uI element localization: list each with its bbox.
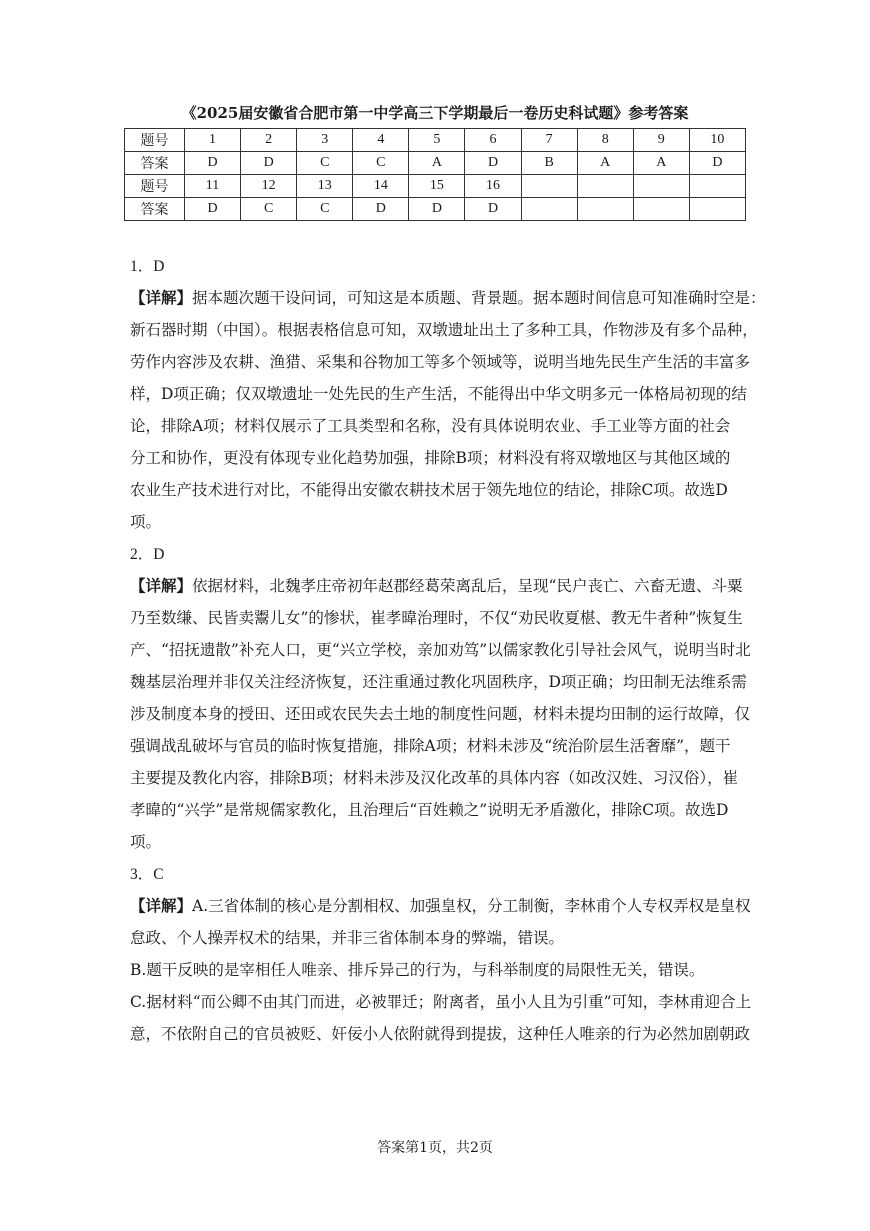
table-cell — [689, 198, 745, 221]
explanation-line — [130, 602, 750, 634]
table-cell: 3 — [297, 129, 353, 152]
table-cell: C — [297, 152, 353, 175]
table-cell: B — [521, 152, 577, 175]
table-cell: 1 — [185, 129, 241, 152]
table-cell — [577, 175, 633, 198]
explanation-text: A.三省体制的核心是分割相权、加强皇权，分工制衡，李林甫个人专权弄权是皇权 — [192, 897, 751, 915]
explanation-text: 怠政、个人操弄权术的结果，并非三省体制本身的弊端，错误。 — [130, 929, 565, 947]
answer-row — [125, 198, 746, 221]
explanation-text: 强调战乱破坏与官员的临时恢复措施，排除A项；材料未涉及“统治阶层生活奢靡”，题干 — [130, 737, 731, 755]
table-cell: C — [353, 152, 409, 175]
row-label: 答案 — [125, 198, 185, 221]
question-number-row — [125, 175, 746, 198]
explanation-line — [130, 1018, 750, 1050]
explanation-line — [130, 922, 750, 954]
document-title: 《2025届安徽省合肥市第一中学高三下学期最后一卷历史科试题》参考答案 — [181, 104, 689, 122]
table-cell: D — [185, 152, 241, 175]
explanation-line — [130, 314, 758, 346]
explanation-text: 项。 — [130, 513, 162, 531]
table-cell: C — [241, 198, 297, 221]
table-cell: 16 — [465, 175, 521, 198]
question-answer: 1．D — [130, 258, 165, 275]
table-cell: A — [633, 152, 689, 175]
explanation-line — [130, 346, 750, 378]
explanation-text: 主要提及教化内容，排除B项；材料未涉及汉化改革的具体内容（如改汉姓、习汉俗），崔 — [130, 769, 739, 787]
explanation-text: 样，D项正确；仅双墩遗址一处先民的生产生活，不能得出中华文明多元一体格局初现的结 — [130, 385, 747, 403]
table-cell — [689, 175, 745, 198]
answer-row — [125, 152, 746, 175]
explanation-line — [130, 794, 750, 826]
question-heading — [130, 250, 750, 282]
explanation-text: B.题干反映的是宰相任人唯亲、排斥异己的行为，与科举制度的局限性无关，错误。 — [130, 961, 705, 979]
question-heading — [130, 538, 750, 570]
table-cell — [633, 198, 689, 221]
table-cell: 4 — [353, 129, 409, 152]
explanation-line — [130, 442, 750, 474]
question-number-row — [125, 129, 746, 152]
explanation-text: 项。 — [130, 833, 162, 851]
explanation-text: 分工和协作，更没有体现专业化趋势加强，排除B项；材料没有将双墩地区与其他区域的 — [130, 449, 731, 467]
explanation-line — [130, 666, 750, 698]
table-cell: D — [689, 152, 745, 175]
explanation-line — [130, 282, 766, 314]
detail-tag: 【详解】 — [130, 288, 193, 307]
explanation-line — [130, 954, 750, 986]
row-label: 答案 — [125, 152, 185, 175]
row-label: 题号 — [125, 129, 185, 152]
row-label: 题号 — [125, 175, 185, 198]
explanation-text: 涉及制度本身的授田、还田或农民失去土地的制度性问题，材料未提均田制的运行故障，仅 — [130, 705, 751, 723]
explanation-line — [130, 570, 750, 602]
explanation-text: 据本题次题干设问词，可知这是本质题、背景题。据本题时间信息可知准确时空是： — [192, 289, 766, 307]
table-cell: 6 — [465, 129, 521, 152]
explanation-text: C.据材料“而公卿不由其门而进，必被罪迁；附离者，虽小人且为引重”可知，李林甫迎合上 — [130, 993, 752, 1011]
explanation-text: 新石器时期（中国）。根据表格信息可知，双墩遗址出土了多种工具，作物涉及有多个品种， — [130, 321, 758, 339]
explanation-line — [130, 698, 750, 730]
explanation-line — [130, 634, 750, 666]
explanation-line — [130, 474, 750, 506]
explanation-line — [130, 986, 750, 1018]
table-cell: 13 — [297, 175, 353, 198]
table-cell: D — [241, 152, 297, 175]
table-cell: C — [297, 198, 353, 221]
explanation-line — [130, 506, 750, 538]
question-answer: 3．C — [130, 866, 164, 883]
explanation-line — [130, 826, 750, 858]
table-cell: D — [465, 198, 521, 221]
table-cell: 8 — [577, 129, 633, 152]
explanation-line — [130, 730, 750, 762]
table-cell — [577, 198, 633, 221]
explanation-line — [130, 410, 750, 442]
table-cell: 11 — [185, 175, 241, 198]
table-cell: 14 — [353, 175, 409, 198]
explanation-text: 乃至数缣、民皆卖鬻儿女”的惨状，崔孝暐治理时，不仅“劝民收夏椹、教无牛者种”恢复生 — [130, 609, 743, 627]
table-cell — [633, 175, 689, 198]
table-cell: A — [409, 152, 465, 175]
explanation-text: 产、“招抚遗散”补充人口，更“兴立学校，亲加劝笃”以儒家教化引导社会风气，说明当时北 — [130, 641, 751, 659]
table-cell: 10 — [689, 129, 745, 152]
table-cell: 5 — [409, 129, 465, 152]
explanation-line — [130, 762, 750, 794]
detail-tag: 【详解】 — [130, 896, 193, 915]
explanation-content — [130, 250, 766, 1050]
table-cell — [521, 198, 577, 221]
table-cell: 7 — [521, 129, 577, 152]
explanation-text: 农业生产技术进行对比，不能得出安徽农耕技术居于领先地位的结论，排除C项。故选D — [130, 481, 728, 499]
explanation-line — [130, 890, 750, 922]
explanation-line — [130, 378, 750, 410]
detail-tag: 【详解】 — [130, 576, 193, 595]
explanation-text: 劳作内容涉及农耕、渔猎、采集和谷物加工等多个领域等，说明当地先民生产生活的丰富多 — [130, 353, 751, 371]
table-cell — [521, 175, 577, 198]
table-cell: D — [185, 198, 241, 221]
table-cell: 2 — [241, 129, 297, 152]
table-cell: D — [409, 198, 465, 221]
explanation-text: 魏基层治理并非仅关注经济恢复，还注重通过教化巩固秩序，D项正确；均田制无法维系需 — [130, 673, 747, 691]
explanation-text: 孝暐的“兴学”是常规儒家教化，且治理后“百姓赖之”说明无矛盾激化，排除C项。故选D — [130, 801, 729, 819]
question-answer: 2．D — [130, 546, 165, 563]
table-cell: 12 — [241, 175, 297, 198]
table-cell: 15 — [409, 175, 465, 198]
explanation-text: 依据材料，北魏孝庄帝初年赵郡经葛荣离乱后，呈现“民户丧亡、六畜无遗、斗粟 — [192, 577, 743, 595]
answer-table — [124, 128, 746, 221]
table-cell: D — [465, 152, 521, 175]
table-cell: A — [577, 152, 633, 175]
page-footer: 答案第1页，共2页 — [377, 1140, 493, 1156]
explanation-text: 意，不依附自己的官员被贬、奸佞小人依附就得到提拔，这种任人唯亲的行为必然加剧朝政 — [130, 1025, 751, 1043]
question-heading — [130, 858, 750, 890]
table-cell: D — [353, 198, 409, 221]
table-cell: 9 — [633, 129, 689, 152]
explanation-text: 论，排除A项；材料仅展示了工具类型和名称，没有具体说明农业、手工业等方面的社会 — [130, 417, 731, 435]
